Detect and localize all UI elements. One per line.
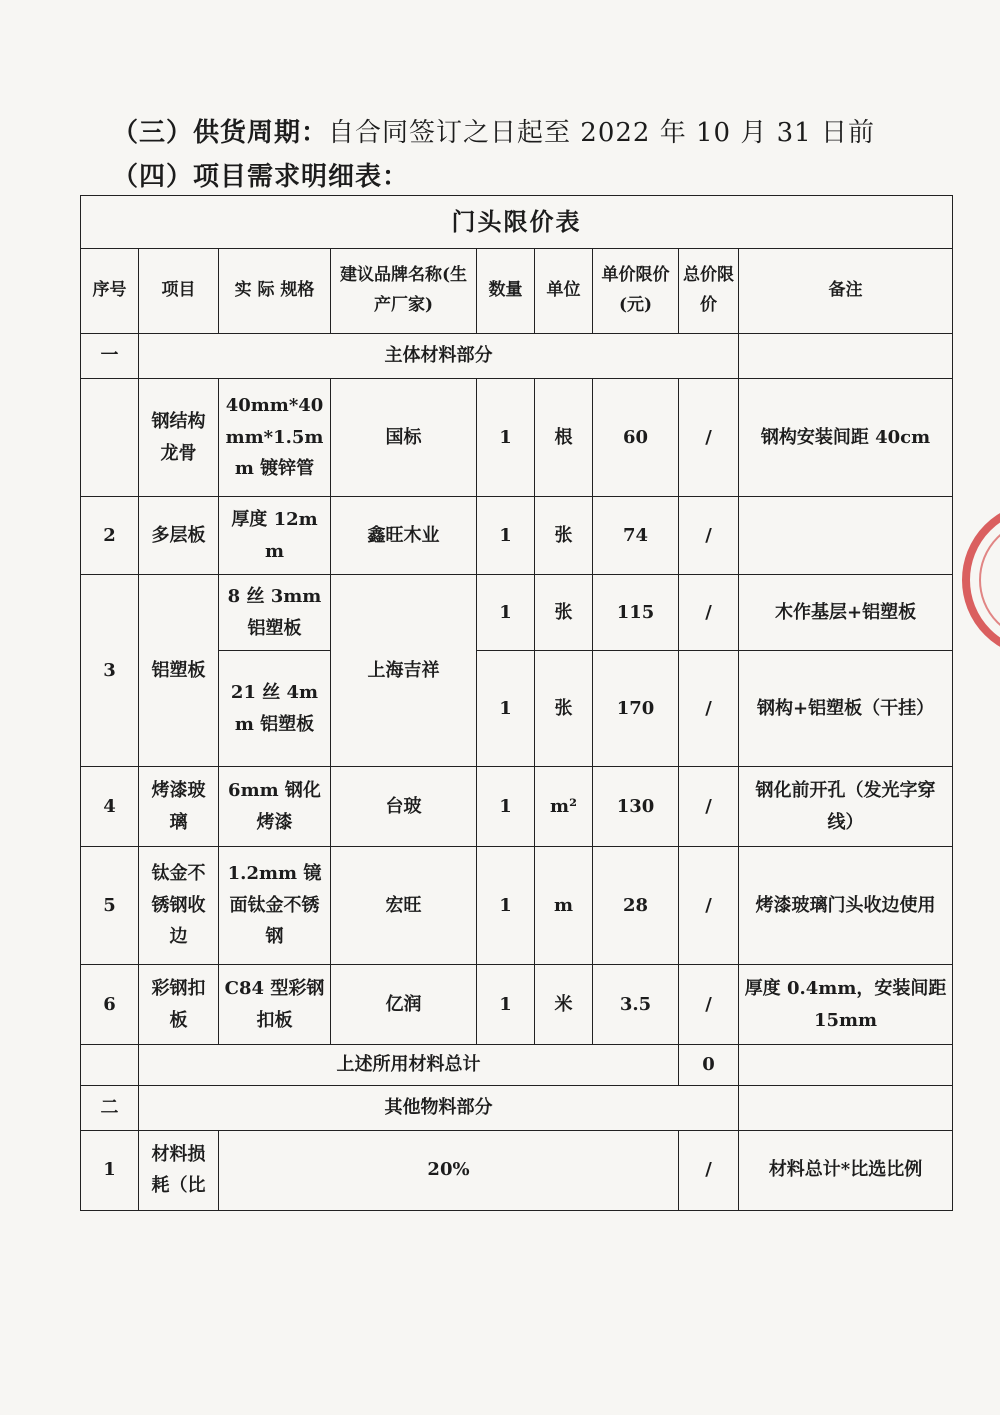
row-spec: 8 丝 3mm 铝塑板 [219, 575, 331, 651]
table-row [81, 1130, 953, 1210]
row-total: / [679, 497, 739, 575]
subtotal-value: 0 [679, 1045, 739, 1086]
row-unit: 根 [535, 379, 593, 497]
col-header-unit-price: 单价限价(元) [593, 249, 679, 334]
row-item: 烤漆玻璃 [139, 767, 219, 847]
row-qty: 1 [477, 497, 535, 575]
col-header-note: 备注 [739, 249, 953, 334]
row-brand: 上海吉祥 [331, 575, 477, 767]
row-note: 烤漆玻璃门头收边使用 [739, 847, 953, 965]
row-price: 170 [593, 651, 679, 767]
section-row [81, 334, 953, 379]
row-number [81, 379, 139, 497]
row-note: 钢构安装间距 40cm [739, 379, 953, 497]
row-price: 28 [593, 847, 679, 965]
row-item: 钛金不锈钢收边 [139, 847, 219, 965]
row-price: 74 [593, 497, 679, 575]
table-row [81, 767, 953, 847]
row-spec: C84 型彩钢扣板 [219, 965, 331, 1045]
row-qty: 1 [477, 767, 535, 847]
col-header-brand: 建议品牌名称(生产厂家) [331, 249, 477, 334]
row-unit: m² [535, 767, 593, 847]
col-header-unit: 单位 [535, 249, 593, 334]
price-limit-table [80, 195, 953, 1211]
section-number: 二 [81, 1085, 139, 1130]
row-total: / [679, 847, 739, 965]
row-spec: 6mm 钢化烤漆 [219, 767, 331, 847]
row-qty: 1 [477, 847, 535, 965]
row-number: 3 [81, 575, 139, 767]
section-number: 一 [81, 334, 139, 379]
row-number: 5 [81, 847, 139, 965]
row-total: / [679, 1130, 739, 1210]
table-row [81, 965, 953, 1045]
table-row [81, 847, 953, 965]
row-unit: 张 [535, 497, 593, 575]
row-spec: 21 丝 4mm 铝塑板 [219, 651, 331, 767]
subtotal-row [81, 1045, 953, 1086]
row-item: 材料损耗（比 [139, 1130, 219, 1210]
row-price: 60 [593, 379, 679, 497]
row-spec: 厚度 12mm [219, 497, 331, 575]
row-number: 2 [81, 497, 139, 575]
row-unit: 张 [535, 651, 593, 767]
row-brand: 国标 [331, 379, 477, 497]
table-row [81, 497, 953, 575]
row-note [739, 497, 953, 575]
col-header-no: 序号 [81, 249, 139, 334]
row-total: / [679, 965, 739, 1045]
section-row [81, 1085, 953, 1130]
col-header-total-price: 总价限价 [679, 249, 739, 334]
row-brand: 台玻 [331, 767, 477, 847]
section-label: 其他物料部分 [139, 1085, 739, 1130]
row-brand: 鑫旺木业 [331, 497, 477, 575]
subtotal-label: 上述所用材料总计 [139, 1045, 679, 1086]
supply-period-label: （三）供货周期： [112, 118, 329, 148]
row-qty: 1 [477, 575, 535, 651]
row-total: / [679, 575, 739, 651]
row-spec: 1.2mm 镜面钛金不锈钢 [219, 847, 331, 965]
row-number: 6 [81, 965, 139, 1045]
row-brand: 宏旺 [331, 847, 477, 965]
supply-period-value: 自合同签订之日起至 2022 年 10 月 31 日前 [328, 118, 875, 148]
col-header-item: 项目 [139, 249, 219, 334]
row-item: 铝塑板 [139, 575, 219, 767]
row-number: 1 [81, 1130, 139, 1210]
row-total: / [679, 651, 739, 767]
row-number: 4 [81, 767, 139, 847]
table-row [81, 575, 953, 651]
row-note: 厚度 0.4mm，安装间距 15mm [739, 965, 953, 1045]
row-total: / [679, 767, 739, 847]
row-brand: 亿润 [331, 965, 477, 1045]
section-label: 主体材料部分 [139, 334, 739, 379]
table-header-row [81, 249, 953, 334]
row-price: 130 [593, 767, 679, 847]
row-value: 20% [219, 1130, 679, 1210]
row-note: 钢构+铝塑板（干挂） [739, 651, 953, 767]
subtotal-note [739, 1045, 953, 1086]
row-unit: 张 [535, 575, 593, 651]
col-header-qty: 数量 [477, 249, 535, 334]
row-spec: 40mm*40mm*1.5mm 镀锌管 [219, 379, 331, 497]
subtotal-blank [81, 1045, 139, 1086]
row-total: / [679, 379, 739, 497]
row-qty: 1 [477, 379, 535, 497]
row-item: 钢结构龙骨 [139, 379, 219, 497]
row-unit: m [535, 847, 593, 965]
row-note: 钢化前开孔（发光字穿线） [739, 767, 953, 847]
section-note [739, 334, 953, 379]
col-header-spec: 实 际 规格 [219, 249, 331, 334]
section-note [739, 1085, 953, 1130]
row-qty: 1 [477, 651, 535, 767]
detail-table-heading: （四）项目需求明细表： [112, 162, 410, 192]
supply-period-line [112, 112, 875, 149]
table-row [81, 379, 953, 497]
row-note: 材料总计*比选比例 [739, 1130, 953, 1210]
row-item: 多层板 [139, 497, 219, 575]
row-price: 115 [593, 575, 679, 651]
row-item: 彩钢扣板 [139, 965, 219, 1045]
red-seal-stamp [960, 480, 1000, 680]
row-price: 3.5 [593, 965, 679, 1045]
row-note: 木作基层+铝塑板 [739, 575, 953, 651]
row-qty: 1 [477, 965, 535, 1045]
table-title: 门头限价表 [81, 196, 953, 249]
row-unit: 米 [535, 965, 593, 1045]
